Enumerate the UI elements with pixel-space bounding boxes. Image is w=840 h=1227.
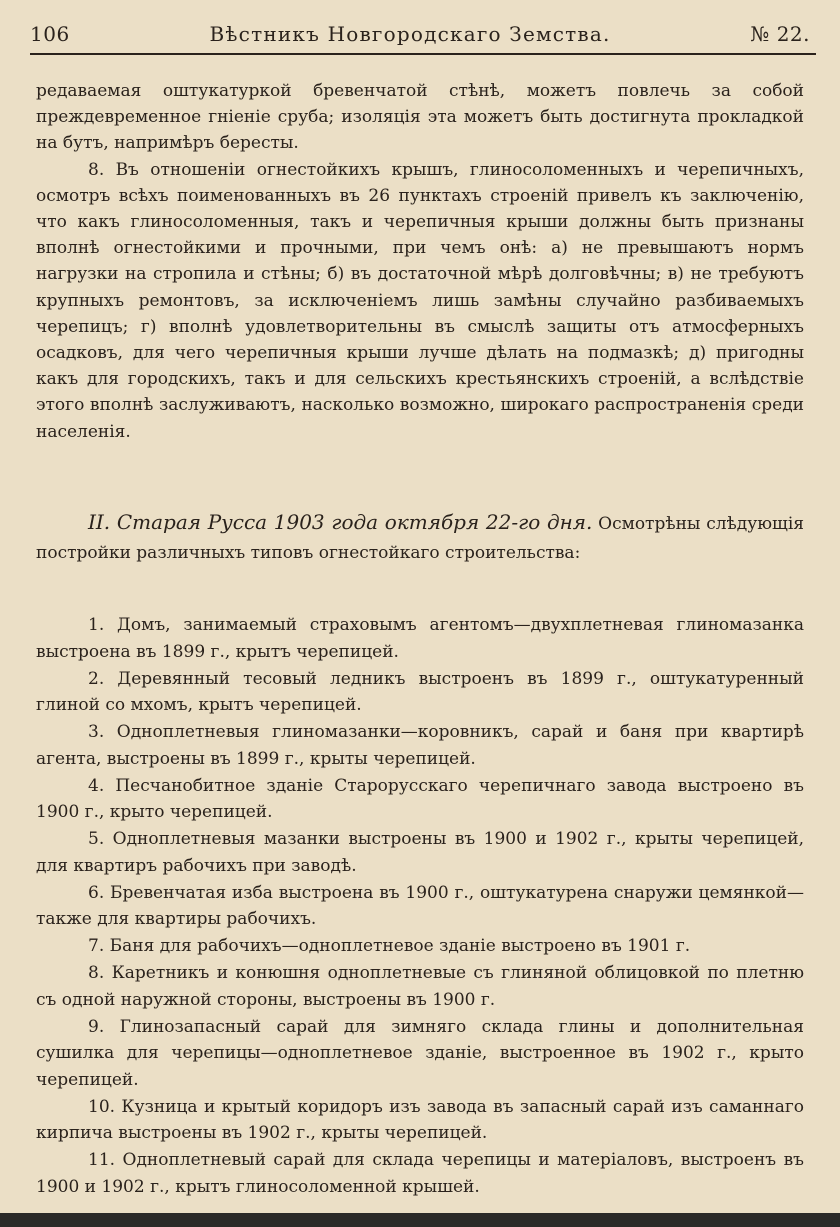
section-lead: Осмотрѣны слѣдующія постройки различныхъ типовъ огнестойкаго строительства: bbox=[36, 514, 804, 563]
page-number: 106 bbox=[30, 22, 70, 46]
list-item: 2. Деревянный тесовый ледникъ выстроенъ въ 1899 г., оштукатуренный глиной со мхомъ, крытъ черепицей. bbox=[36, 668, 804, 715]
building-list bbox=[36, 612, 804, 1201]
list-item: 11. Одноплетневый сарай для склада черепицы и матеріаловъ, выстроенъ въ 1900 и 1902 г., крытъ глиносоломенной крышей. bbox=[36, 1150, 804, 1197]
running-head bbox=[30, 22, 810, 50]
list-item: 10. Кузница и крытый коридоръ изъ завода въ запасный сарай изъ саманнаго кирпича выстроены въ 1902 г., крыты черепицей. bbox=[36, 1096, 804, 1143]
list-item: 7. Баня для рабочихъ—одноплетневое зданіе выстроено въ 1901 г. bbox=[88, 936, 691, 956]
section-heading-paragraph bbox=[36, 508, 804, 568]
header-rule bbox=[30, 53, 816, 55]
list-item: 3. Одноплетневыя глиномазанки—коровникъ, сарай и баня при квартирѣ агента, выстроены въ 1899 г., крыты черепицей. bbox=[36, 722, 804, 769]
list-item: 8. Каретникъ и конюшня одноплетневые съ глиняной облицовкой по плетню съ одной наружной стороны, выстроены въ 1900 г. bbox=[36, 963, 804, 1010]
intro-text bbox=[36, 78, 804, 445]
issue-number: № 22. bbox=[750, 22, 810, 46]
list-item: 6. Бревенчатая изба выстроена въ 1900 г., оштукатурена снаружи цемянкой—также для квартиры рабочихъ. bbox=[36, 882, 804, 929]
paragraph-continuation: редаваемая оштукатуркой бревенчатой стѣнѣ, можетъ повлечь за собой преждевременное гніеніе сруба; изоляція эта можетъ быть достигнута прокладкой на бутъ, напримѣръ бересты. bbox=[36, 81, 804, 154]
list-item: 1. Домъ, занимаемый страховымъ агентомъ—двухплетневая глиномазанка выстроена въ 1899 г., крытъ черепицей. bbox=[36, 615, 804, 662]
scan-edge bbox=[0, 1213, 840, 1227]
list-item: 9. Глинозапасный сарай для зимняго склада глины и дополнительная сушилка для черепицы—одноплетневое зданіе, выстроенное въ 1902 г., крыто черепицей. bbox=[36, 1016, 804, 1090]
paragraph-roofs: 8. Въ отношеніи огнестойкихъ крышъ, глиносоломенныхъ и черепичныхъ, осмотръ всѣхъ поименованныхъ въ 26 пунктахъ строеній привелъ къ заключенію, что какъ глиносоломенныя, такъ и черепичныя крыши должны быть признаны вполнѣ огнестойкими и прочными, при чемъ онѣ: а) не превышаютъ нормъ нагрузки на стропила и стѣны; б) въ достаточной мѣрѣ долговѣчны; в) не требуютъ крупныхъ ремонтовъ, за исключеніемъ лишь замѣны случайно разбиваемыхъ черепицъ; г) вполнѣ удовлетворительны въ смыслѣ защиты отъ атмосферныхъ осадковъ, для чего черепичныя крыши лучше дѣлать на подмазкѣ; д) пригодны какъ для городскихъ, такъ и для сельскихъ крестьянскихъ строеній, а вслѣдствіе этого вполнѣ заслуживаютъ, насколько возможно, широкаго распространенія среди населенія. bbox=[36, 159, 804, 442]
list-item: 5. Одноплетневыя мазанки выстроены въ 1900 и 1902 г., крыты черепицей, для квартиръ рабочихъ при заводѣ. bbox=[36, 829, 804, 876]
journal-title: Вѣстникъ Новгородскаго Земства. bbox=[209, 22, 611, 46]
section-heading: II. Старая Русса 1903 года октября 22-го дня. bbox=[88, 510, 593, 534]
list-item: 4. Песчанобитное зданіе Старорусскаго черепичнаго завода выстроено въ 1900 г., крыто черепицей. bbox=[36, 775, 804, 822]
